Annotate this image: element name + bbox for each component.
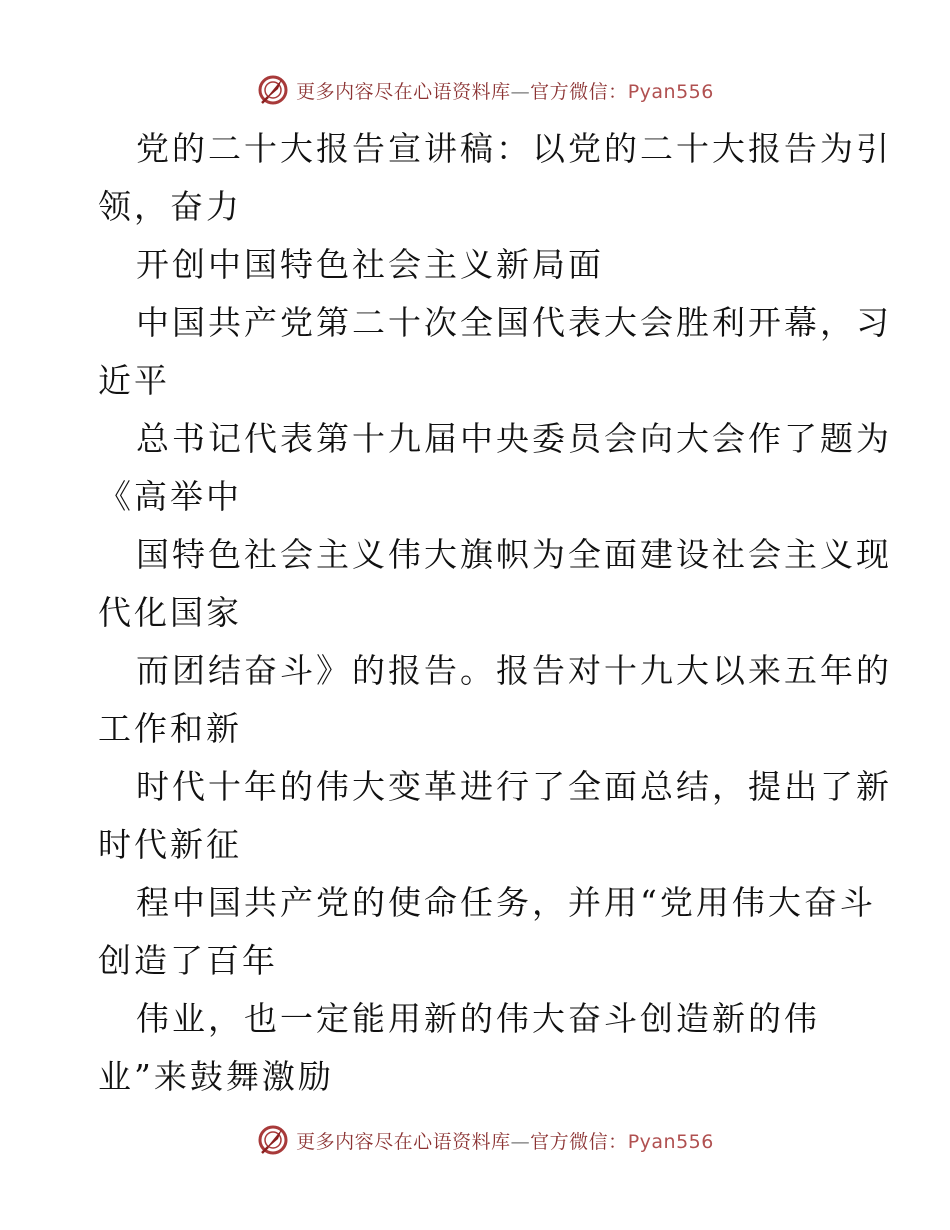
text-line: 总书记代表第十九届中央委员会向大会作了题为 [136,419,892,458]
text-line: 代化国家 [98,593,242,632]
text-line: 创造了百年 [98,941,278,980]
text-line: 近平 [98,361,170,400]
text-line: 中国共产党第二十次全国代表大会胜利开幕，习 [136,303,892,342]
banner-content [256,1123,714,1157]
wechat-label: 官方微信： [530,80,628,103]
banner-dash: — [510,80,531,103]
text-line: 伟业，也一定能用新的伟大奋斗创造新的伟 [136,999,820,1038]
text-line: 党的二十大报告宣讲稿：以党的二十大报告为引 [136,129,892,168]
text-line: 开创中国特色社会主义新局面 [136,245,604,284]
wechat-label: 官方微信： [530,1130,628,1153]
text-line: 工作和新 [98,709,242,748]
header-banner [0,70,950,110]
banner-slogan: 更多内容尽在心语资料库 [296,1130,511,1153]
text-line: 业”来鼓舞激励 [98,1057,334,1096]
text-line: 程中国共产党的使命任务，并用“党用伟大奋斗 [136,883,876,922]
document-body [98,120,892,1106]
banner-slogan: 更多内容尽在心语资料库 [296,80,511,103]
text-line: 领，奋力 [98,187,242,226]
banner-dash: — [510,1130,531,1153]
banner-text [296,1127,714,1154]
text-line: 时代十年的伟大变革进行了全面总结，提出了新 [136,767,892,806]
quill-logo-icon [256,1123,290,1157]
wechat-id: Pyan556 [627,80,714,103]
text-line: 国特色社会主义伟大旗帜为全面建设社会主义现 [136,535,892,574]
text-line: 而团结奋斗》的报告。报告对十九大以来五年的 [136,651,892,690]
quill-logo-icon [256,73,290,107]
banner-content [256,73,714,107]
footer-banner [0,1120,950,1160]
text-line: 《高举中 [98,477,242,516]
banner-text [296,77,714,104]
wechat-id: Pyan556 [627,1130,714,1153]
text-line: 时代新征 [98,825,242,864]
